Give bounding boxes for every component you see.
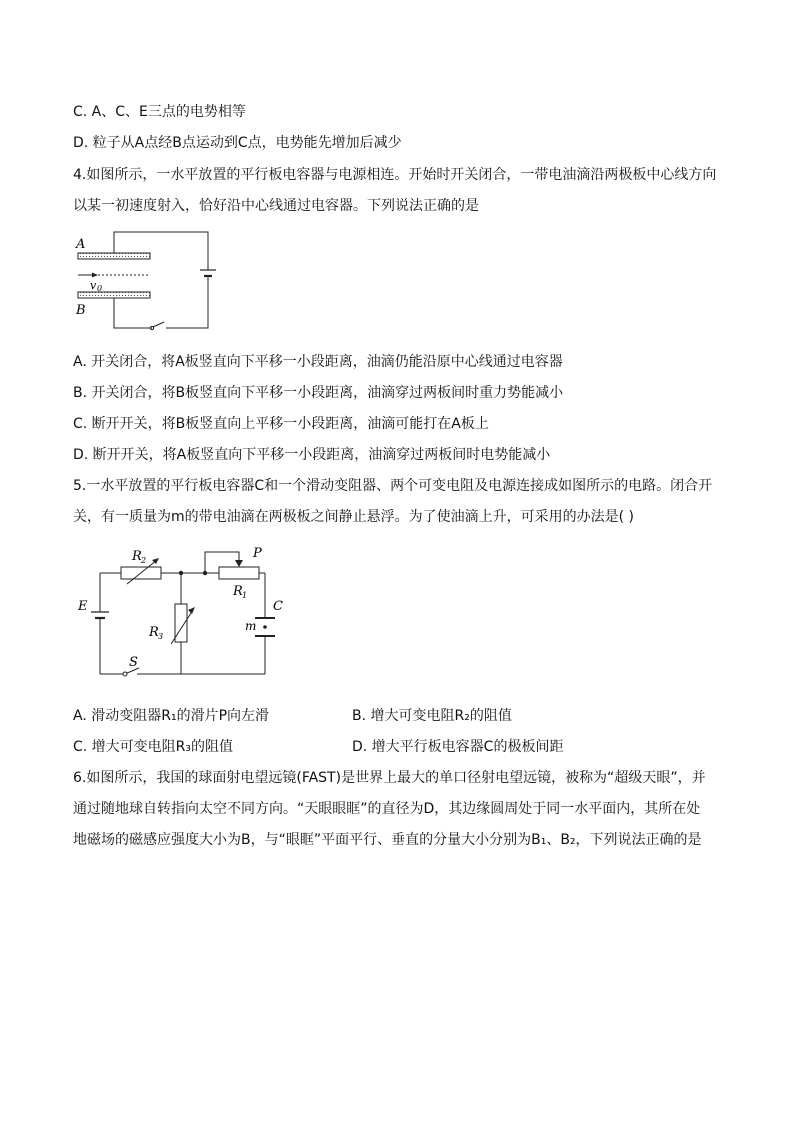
- oil-drop: [263, 625, 267, 629]
- label-a: A: [76, 237, 86, 252]
- label-v-sub: 0: [97, 284, 103, 293]
- label-r2-sub: 2: [141, 556, 147, 565]
- wire-top: [114, 232, 208, 270]
- resistor-r3: [175, 604, 187, 642]
- label-r1: R: [233, 584, 243, 599]
- label-r3: R: [149, 625, 159, 640]
- q6-stem-line3: 地磁场的磁感应强度大小为B，与“眼眶”平面平行、垂直的分量大小分别为B₁、B₂，下列说法正确的是: [73, 832, 702, 848]
- q4-option-c: C. 断开开关，将B板竖直向上平移一小段距离，油滴可能打在A板上: [73, 416, 489, 432]
- q4-stem-line2: 以某一初速度射入，恰好沿中心线通过电容器。下列说法正确的是: [73, 198, 479, 214]
- q5-option-a: A. 滑动变阻器R₁的滑片P向左滑: [73, 708, 270, 724]
- label-m: m: [245, 619, 257, 633]
- label-v: v: [90, 279, 97, 292]
- q4-stem-line1: 4.如图所示，一水平放置的平行板电容器与电源相连。开始时开关闭合，一带电油滴沿两极板中心线方向: [73, 167, 717, 183]
- q3-option-c: C. A、C、E三点的电势相等: [73, 104, 246, 120]
- plate-a: [78, 253, 150, 259]
- q5-stem-line2: 关，有一质量为m的带电油滴在两极板之间静止悬浮。为了使油滴上升，可采用的办法是( ): [73, 509, 635, 525]
- label-e: E: [78, 599, 88, 614]
- label-r3-sub: 3: [158, 632, 164, 641]
- q4-option-b: B. 开关闭合，将B板竖直向下平移一小段距离，油滴穿过两板间时重力势能减小: [73, 385, 564, 401]
- switch-pivot: [123, 672, 127, 676]
- label-r1-sub: 1: [242, 591, 248, 600]
- label-r2: R: [132, 549, 142, 564]
- q5-stem-line1: 5.一水平放置的平行板电容器C和一个滑动变阻器、两个可变电阻及电源连接成如图所示的电路。闭合开: [73, 478, 713, 494]
- label-s: S: [129, 655, 138, 670]
- plate-b: [78, 292, 150, 298]
- label-p: P: [253, 546, 262, 561]
- wire-right-bottom: [166, 280, 208, 328]
- label-c: C: [273, 599, 283, 614]
- q6-stem-line2: 通过随地球自转指向太空不同方向。“天眼眼眶”的直径为D，其边缘圆周处于同一水平面内，其所在处: [73, 801, 701, 817]
- q4-option-d: D. 断开开关，将A板竖直向下平移一小段距离，油滴穿过两板间时电势能减小: [73, 447, 551, 463]
- q6-stem-line1: 6.如图所示，我国的球面射电望远镜(FAST)是世界上最大的单口径射电望远镜，被称为“超级天眼”，并: [73, 770, 706, 786]
- switch-blade: [153, 322, 164, 327]
- velocity-arrow-head: [92, 273, 98, 278]
- wire-bottom-left: [114, 298, 152, 328]
- resistor-r1: [219, 567, 259, 579]
- slider-arrow: [235, 560, 243, 567]
- label-b: B: [76, 303, 86, 318]
- q4-option-a: A. 开关闭合，将A板竖直向下平移一小段距离，油滴仍能沿原中心线通过电容器: [73, 354, 563, 370]
- q5-option-b: B. 增大可变电阻R₂的阻值: [352, 708, 512, 724]
- q4-capacitor-figure: [70, 228, 220, 338]
- q3-option-d: D. 粒子从A点经B点运动到C点，电势能先增加后减少: [73, 135, 402, 151]
- q5-option-d: D. 增大平行板电容器C的极板间距: [352, 739, 564, 755]
- q5-option-c: C. 增大可变电阻R₃的阻值: [73, 739, 234, 755]
- q5-circuit-figure: [75, 540, 295, 692]
